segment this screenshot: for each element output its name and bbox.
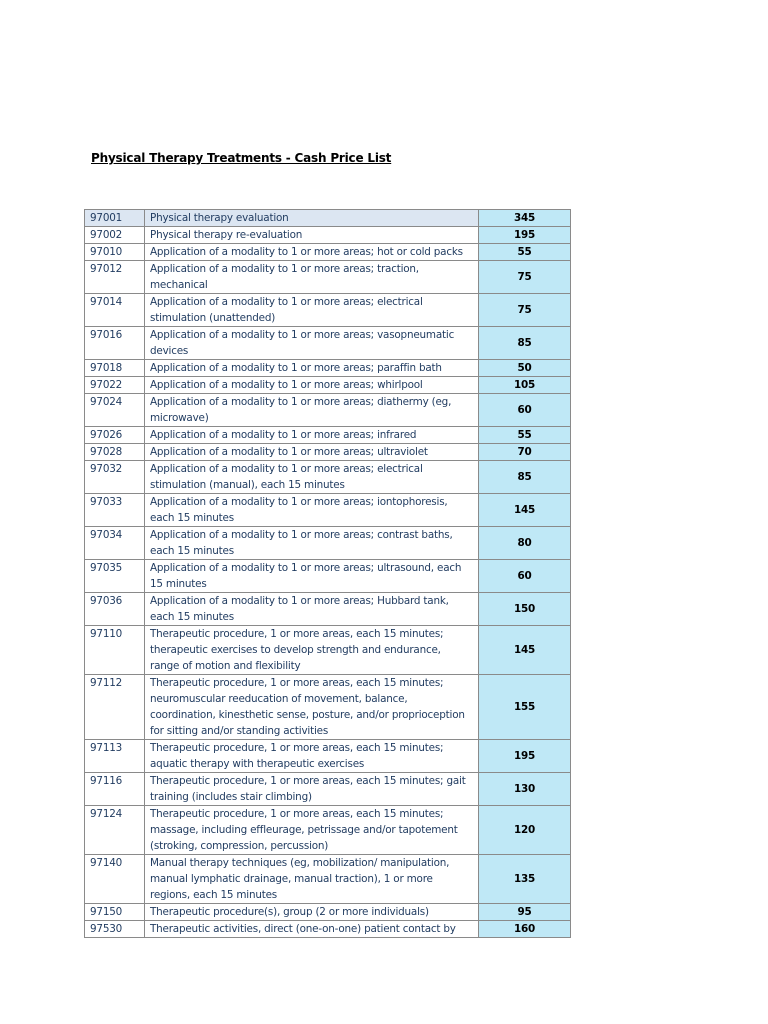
table-row	[85, 921, 571, 938]
table-row	[85, 560, 571, 593]
code-cell: 97002	[85, 227, 145, 244]
code-cell: 97033	[85, 494, 145, 527]
price-cell: 160	[479, 921, 571, 938]
code-cell: 97035	[85, 560, 145, 593]
code-cell: 97110	[85, 626, 145, 675]
table-row	[85, 444, 571, 461]
code-cell: 97140	[85, 855, 145, 904]
code-cell: 97024	[85, 394, 145, 427]
price-cell: 75	[479, 261, 571, 294]
table-row	[85, 327, 571, 360]
description-cell: Application of a modality to 1 or more areas; paraffin bath	[145, 360, 479, 377]
description-cell: Therapeutic procedure(s), group (2 or more individuals)	[145, 904, 479, 921]
price-cell: 80	[479, 527, 571, 560]
table-row	[85, 626, 571, 675]
table-row	[85, 261, 571, 294]
table-row	[85, 904, 571, 921]
code-cell: 97124	[85, 806, 145, 855]
table-row	[85, 427, 571, 444]
price-cell: 50	[479, 360, 571, 377]
table-row	[85, 461, 571, 494]
description-cell: Therapeutic procedure, 1 or more areas, each 15 minutes; gait training (includes stair climbing)	[145, 773, 479, 806]
table-row	[85, 360, 571, 377]
table-row	[85, 806, 571, 855]
code-cell: 97116	[85, 773, 145, 806]
code-cell: 97010	[85, 244, 145, 261]
code-cell: 97036	[85, 593, 145, 626]
table-row	[85, 494, 571, 527]
table-row	[85, 210, 571, 227]
description-cell: Application of a modality to 1 or more areas; whirlpool	[145, 377, 479, 394]
description-cell: Application of a modality to 1 or more areas; iontophoresis, each 15 minutes	[145, 494, 479, 527]
description-cell: Therapeutic procedure, 1 or more areas, each 15 minutes; aquatic therapy with therapeutic exercises	[145, 740, 479, 773]
description-cell: Application of a modality to 1 or more areas; traction, mechanical	[145, 261, 479, 294]
price-cell: 130	[479, 773, 571, 806]
page-title: Physical Therapy Treatments - Cash Price List	[91, 151, 392, 165]
price-cell: 345	[479, 210, 571, 227]
price-cell: 135	[479, 855, 571, 904]
description-cell: Application of a modality to 1 or more areas; hot or cold packs	[145, 244, 479, 261]
description-cell: Application of a modality to 1 or more areas; ultrasound, each 15 minutes	[145, 560, 479, 593]
code-cell: 97113	[85, 740, 145, 773]
code-cell: 97018	[85, 360, 145, 377]
price-cell: 55	[479, 244, 571, 261]
price-cell: 120	[479, 806, 571, 855]
table-row	[85, 227, 571, 244]
description-cell: Physical therapy evaluation	[145, 210, 479, 227]
price-cell: 145	[479, 494, 571, 527]
code-cell: 97014	[85, 294, 145, 327]
description-cell: Application of a modality to 1 or more areas; diathermy (eg, microwave)	[145, 394, 479, 427]
price-cell: 75	[479, 294, 571, 327]
price-cell: 195	[479, 740, 571, 773]
price-cell: 60	[479, 394, 571, 427]
price-cell: 55	[479, 427, 571, 444]
code-cell: 97032	[85, 461, 145, 494]
price-table-body	[85, 210, 571, 938]
code-cell: 97016	[85, 327, 145, 360]
description-cell: Therapeutic procedure, 1 or more areas, each 15 minutes; therapeutic exercises to develop strength and endurance, range of motion and flexibility	[145, 626, 479, 675]
table-row	[85, 855, 571, 904]
code-cell: 97150	[85, 904, 145, 921]
table-row	[85, 675, 571, 740]
price-cell: 105	[479, 377, 571, 394]
table-row	[85, 244, 571, 261]
code-cell: 97001	[85, 210, 145, 227]
table-row	[85, 377, 571, 394]
table-row	[85, 773, 571, 806]
price-cell: 145	[479, 626, 571, 675]
table-row	[85, 740, 571, 773]
code-cell: 97026	[85, 427, 145, 444]
code-cell: 97034	[85, 527, 145, 560]
price-cell: 85	[479, 461, 571, 494]
table-row	[85, 294, 571, 327]
price-cell: 95	[479, 904, 571, 921]
description-cell: Application of a modality to 1 or more areas; contrast baths, each 15 minutes	[145, 527, 479, 560]
price-cell: 195	[479, 227, 571, 244]
description-cell: Application of a modality to 1 or more areas; infrared	[145, 427, 479, 444]
description-cell: Application of a modality to 1 or more areas; electrical stimulation (manual), each 15 minutes	[145, 461, 479, 494]
description-cell: Therapeutic procedure, 1 or more areas, each 15 minutes; neuromuscular reeducation of movement, balance, coordination, kinesthetic sense, posture, and/or proprioception for sitting and/or standing activities	[145, 675, 479, 740]
code-cell: 97012	[85, 261, 145, 294]
price-cell: 155	[479, 675, 571, 740]
code-cell: 97028	[85, 444, 145, 461]
description-cell: Physical therapy re-evaluation	[145, 227, 479, 244]
description-cell: Application of a modality to 1 or more areas; vasopneumatic devices	[145, 327, 479, 360]
description-cell: Application of a modality to 1 or more areas; ultraviolet	[145, 444, 479, 461]
price-table	[84, 209, 571, 938]
price-cell: 70	[479, 444, 571, 461]
table-row	[85, 593, 571, 626]
description-cell: Therapeutic procedure, 1 or more areas, each 15 minutes; massage, including effleurage, petrissage and/or tapotement (stroking, compression, percussion)	[145, 806, 479, 855]
code-cell: 97112	[85, 675, 145, 740]
code-cell: 97022	[85, 377, 145, 394]
description-cell: Application of a modality to 1 or more areas; Hubbard tank, each 15 minutes	[145, 593, 479, 626]
price-cell: 85	[479, 327, 571, 360]
table-row	[85, 394, 571, 427]
price-cell: 60	[479, 560, 571, 593]
table-row	[85, 527, 571, 560]
price-cell: 150	[479, 593, 571, 626]
code-cell: 97530	[85, 921, 145, 938]
description-cell: Application of a modality to 1 or more areas; electrical stimulation (unattended)	[145, 294, 479, 327]
description-cell: Therapeutic activities, direct (one-on-one) patient contact by	[145, 921, 479, 938]
description-cell: Manual therapy techniques (eg, mobilization/ manipulation, manual lymphatic drainage, manual traction), 1 or more regions, each 15 minutes	[145, 855, 479, 904]
